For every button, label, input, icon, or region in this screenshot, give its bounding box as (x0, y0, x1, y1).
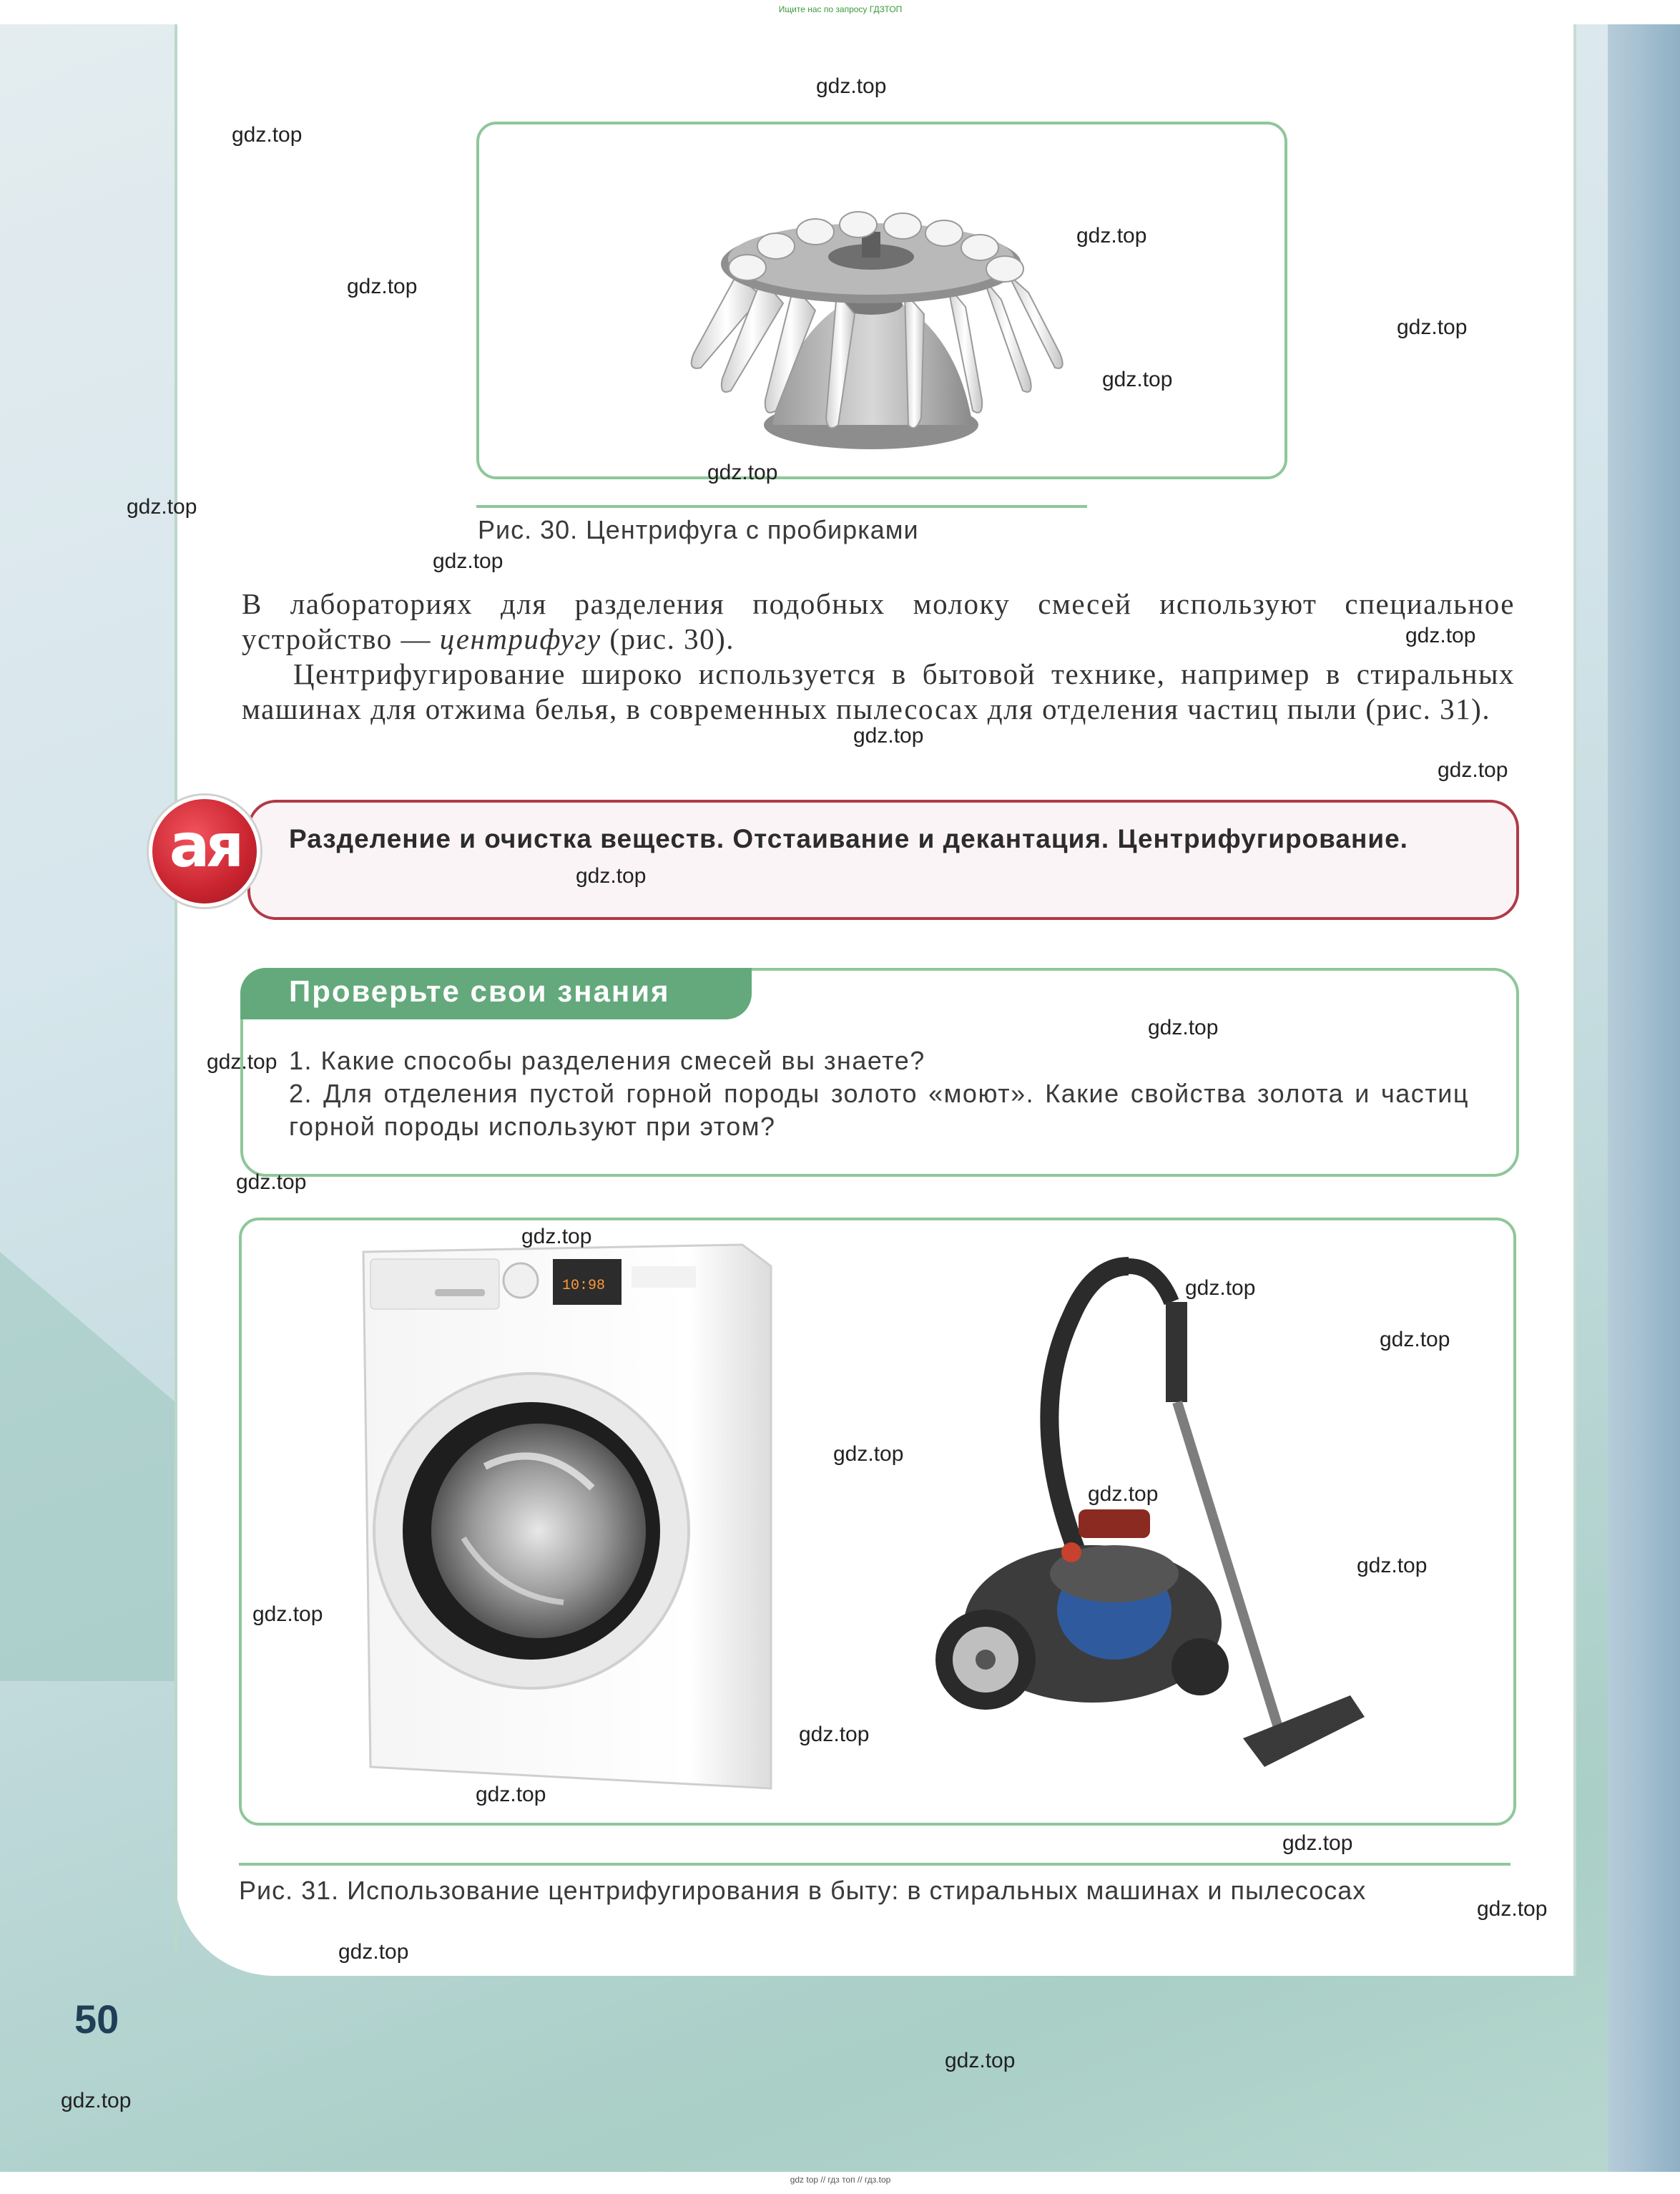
watermark: gdz.top (1185, 1276, 1256, 1300)
bottom-site-note[interactable]: gdz top // гдз топ // гдз.top (790, 2175, 891, 2185)
page-number: 50 (74, 1997, 119, 2042)
key-terms-icon (149, 795, 260, 907)
washer-display: 10:98 (562, 1278, 606, 1294)
watermark: gdz.top (799, 1723, 870, 1746)
key-terms-box (247, 800, 1519, 920)
watermark: gdz.top (207, 1050, 277, 1074)
page-margin-line (175, 24, 177, 1956)
watermark: gdz.top (833, 1442, 904, 1466)
figure-30-caption: Рис. 30. Центрифуга с пробирками (478, 515, 919, 544)
watermark: gdz.top (338, 1940, 409, 1964)
watermark: gdz.top (521, 1225, 592, 1248)
watermark: gdz.top (1088, 1482, 1159, 1506)
watermark: gdz.top (945, 2049, 1016, 2072)
paragraph-1 (242, 587, 1515, 657)
watermark: gdz.top (1380, 1328, 1450, 1351)
watermark: gdz.top (853, 724, 924, 748)
figure-31-caption: Рис. 31. Использование центрифугирования в быту: в стиральных машинах и пылесосах (239, 1876, 1367, 1905)
key-terms-text: Разделение и очистка веществ. Отстаивание и декантация. Центрифугирование. (289, 824, 1408, 853)
paragraph-1-start: В лабораториях для разделения подобных молоку смесей используют специальное устройство — (242, 587, 1515, 655)
figure-31-frame (239, 1218, 1516, 1826)
question-2: 2. Для отделения пустой горной породы золото «моют». Какие свойства золота и частиц горной породы используют при этом? (289, 1079, 1469, 1141)
key-terms-icon-letters: ая (169, 810, 240, 881)
body-text (242, 587, 1515, 727)
figure-30-frame (476, 122, 1287, 479)
watermark: gdz.top (1477, 1897, 1548, 1921)
paragraph-2: Центрифугирование широко используется в бытовой технике, например в стиральных машинах для отжима белья, в современных пылесосах для отделения частиц пыли (рис. 31). (242, 657, 1515, 725)
watermark: gdz.top (433, 549, 503, 573)
watermark: gdz.top (252, 1602, 323, 1626)
washing-machine-illustration (356, 1238, 800, 1803)
book-edge (1608, 24, 1680, 2172)
figure-31-caption-rule (239, 1863, 1510, 1866)
watermark: gdz.top (232, 123, 303, 147)
watermark: gdz.top (236, 1170, 307, 1194)
watermark: gdz.top (1076, 224, 1147, 248)
check-knowledge-title: Проверьте свои знания (289, 974, 670, 1008)
watermark: gdz.top (576, 864, 647, 888)
question-1: 1. Какие способы разделения смесей вы знаете? (289, 1046, 925, 1075)
term-centrifuge: центрифугу (439, 622, 601, 655)
watermark: gdz.top (707, 461, 778, 484)
figure-30-caption-rule (476, 505, 1087, 508)
watermark: gdz.top (1357, 1554, 1428, 1577)
centrifuge-illustration (479, 124, 1284, 476)
paragraph-1-end: (рис. 30). (601, 622, 735, 655)
watermark: gdz.top (1405, 624, 1476, 647)
top-search-note[interactable]: Ищите нас по запросу ГДЗТОП (778, 4, 903, 14)
vacuum-cleaner-illustration (907, 1238, 1408, 1810)
watermark: gdz.top (816, 74, 887, 98)
watermark: gdz.top (347, 275, 418, 298)
watermark: gdz.top (476, 1783, 546, 1806)
watermark: gdz.top (127, 495, 197, 519)
watermark: gdz.top (1148, 1016, 1219, 1039)
watermark: gdz.top (1102, 368, 1173, 391)
watermark: gdz.top (1438, 758, 1508, 782)
watermark: gdz.top (61, 2089, 132, 2112)
watermark: gdz.top (1397, 315, 1468, 339)
watermark: gdz.top (1282, 1831, 1353, 1855)
page-margin-line (1573, 24, 1576, 1976)
